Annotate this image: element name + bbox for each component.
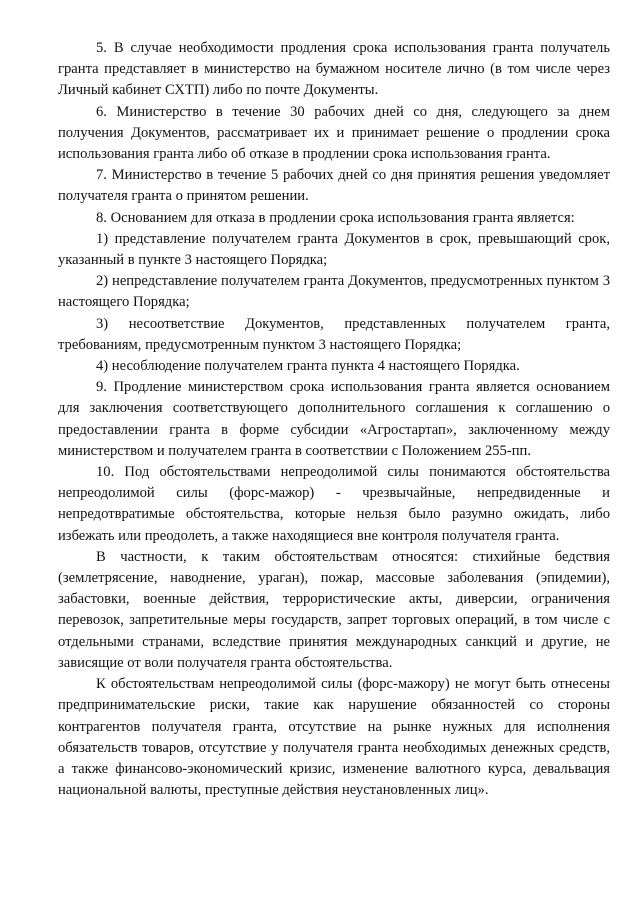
paragraph-item-8: 8. Основанием для отказа в продлении срока использования гранта является: <box>96 209 575 226</box>
paragraph-item-10: 10. Под обстоятельствами непреодолимой силы понимаются обстоятельства непреодолимой силы (форс-мажор) - чрезвычайные, непредвиденные и непредотвратимые обстоятельства, которые нельзя было разумно ожидать, либо избежать или преодолеть, а также находящиеся вне контроля получателя гранта. <box>58 464 610 544</box>
list-item-8-4: 4) несоблюдение получателем гранта пункта 4 настоящего Порядка. <box>96 358 520 375</box>
paragraph-item-7: 7. Министерство в течение 5 рабочих дней со дня принятия решения уведомляет получателя гранта о принятом решении. <box>58 167 610 205</box>
paragraph-item-6: 6. Министерство в течение 30 рабочих дней со дня, следующего за днем получения Документов, рассматривает их и принимает решение о продлении срока использования гранта либо об отказе в продлении срока использования гранта. <box>58 103 610 163</box>
list-item-8-2: 2) непредставление получателем гранта Документов, предусмотренных пунктом 3 настоящего Порядка; <box>58 273 610 311</box>
list-item-8-1: 1) представление получателем гранта Документов в срок, превышающий срок, указанный в пункте 3 настоящего Порядка; <box>58 230 610 269</box>
paragraph-force-majeure-examples: В частности, к таким обстоятельствам относятся: стихийные бедствия (землетрясение, наводнение, ураган), пожар, массовые заболевания (эпидемии), забастовки, военные действия, террористические акты, диверсии, ограничения перевозок, запретительные меры государств, запрет торговых операций, в том числе с отдельными странами, вследствие принятия международных санкций и другие, не зависящие от воли получателя гранта обстоятельства. <box>58 548 610 671</box>
paragraph-force-majeure-exclusions: К обстоятельствам непреодолимой силы (форс-мажору) не могут быть отнесены предпринимательские риски, такие как нарушение обязанностей со стороны контрагентов получателя гранта, отсутствие на рынке нужных для исполнения обязательств товаров, отсутствие у получателя гранта необходимых денежных средств, а также финансово-экономический кризис, изменение валютного курса, девальвация национальной валюты, преступные действия неустановленных лиц». <box>58 676 610 799</box>
paragraph-item-9: 9. Продление министерством срока использования гранта является основанием для заключения соответствующего дополнительного соглашения к соглашению о предоставлении гранта в форме субсидии «Агростартап», заключенному между министерством и получателем гранта в соответствии с Положением 255-пп. <box>58 379 610 459</box>
paragraph-item-5: 5. В случае необходимости продления срока использования гранта получатель гранта представляет в министерство на бумажном носителе лично (в том числе через Личный кабинет СХТП) либо по почте Документы. <box>58 40 610 99</box>
list-item-8-3: 3) несоответствие Документов, представленных получателем гранта, требованиям, предусмотренным пунктом 3 настоящего Порядка; <box>58 315 610 353</box>
